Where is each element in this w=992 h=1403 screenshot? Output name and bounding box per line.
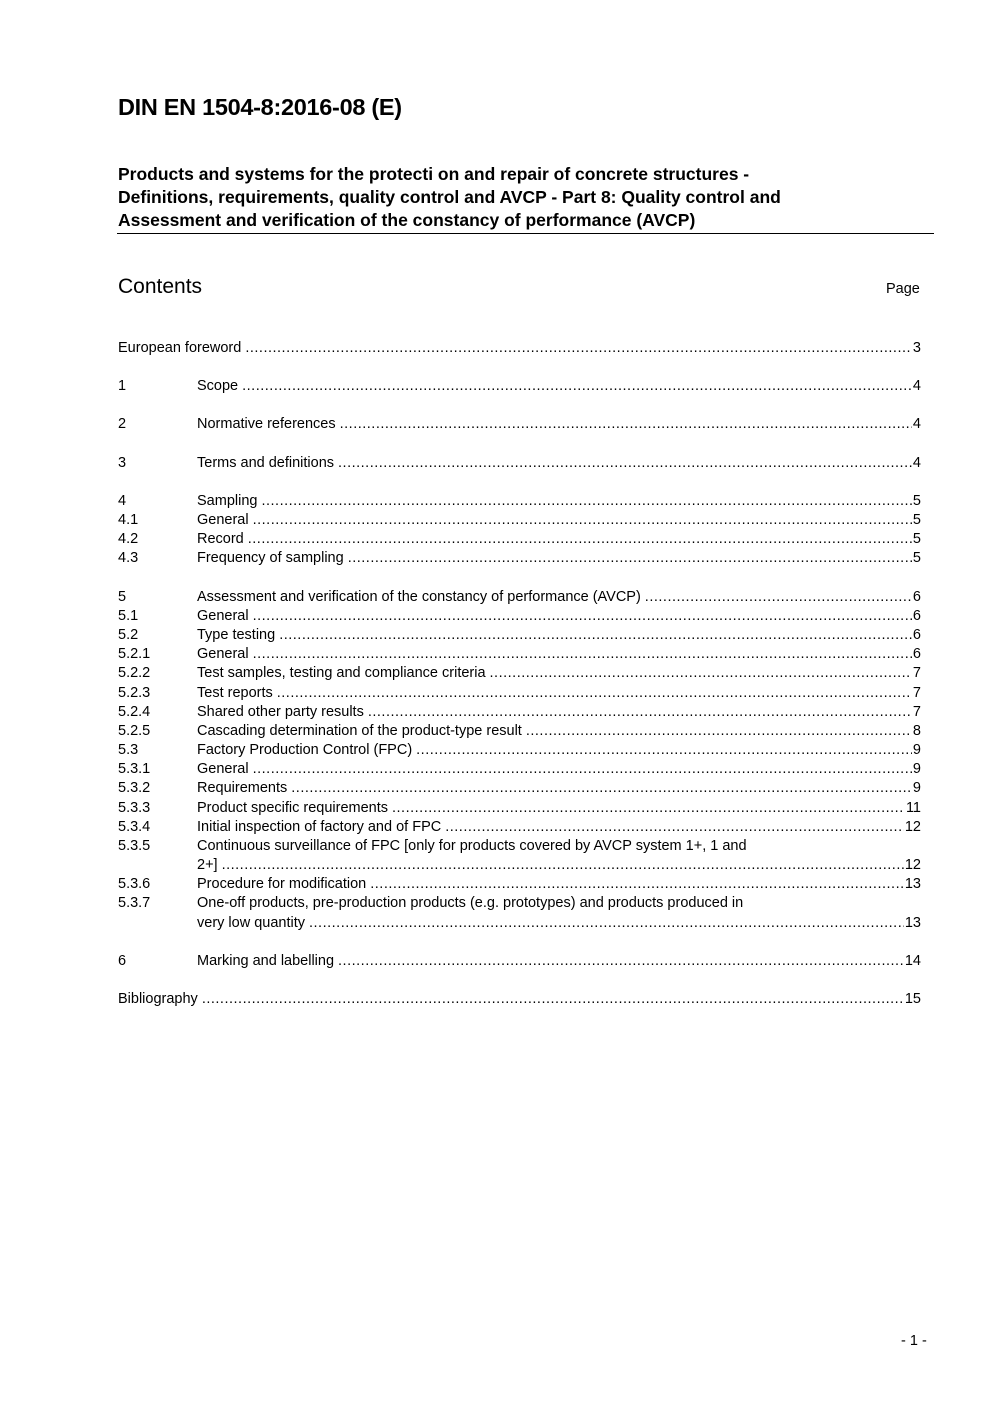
toc-entry-line bbox=[197, 607, 921, 626]
toc-entry[interactable] bbox=[118, 339, 921, 358]
dot-leader bbox=[309, 914, 904, 933]
dot-leader bbox=[253, 511, 912, 530]
toc-entry-title: Sampling bbox=[197, 493, 258, 509]
toc-entry-title: Bibliography bbox=[118, 991, 198, 1007]
toc-entry-page: 12 bbox=[904, 819, 921, 835]
toc-entry[interactable] bbox=[118, 818, 921, 837]
toc-entry-line bbox=[197, 415, 921, 434]
dot-leader bbox=[340, 415, 912, 434]
toc-entry-page: 7 bbox=[912, 665, 921, 681]
document-title bbox=[118, 163, 918, 232]
toc-entry-title: General bbox=[197, 646, 249, 662]
toc-entry-line bbox=[197, 626, 921, 645]
toc-entry-title: Scope bbox=[197, 378, 239, 394]
toc-entry-line bbox=[197, 530, 921, 549]
toc-entry-title: European foreword bbox=[118, 340, 242, 356]
toc-entry-line bbox=[197, 377, 921, 396]
toc-entry-page: 5 bbox=[912, 550, 921, 566]
toc-entry-number: 2 bbox=[118, 416, 127, 432]
toc-entry[interactable] bbox=[118, 549, 921, 568]
dot-leader bbox=[392, 799, 905, 818]
page-column-label: Page bbox=[886, 281, 920, 297]
toc-entry-line bbox=[197, 684, 921, 703]
toc-entry-number: 5.2.4 bbox=[118, 704, 151, 720]
toc-entry-number: 5.2.1 bbox=[118, 646, 151, 662]
toc-entry-number: 6 bbox=[118, 953, 127, 969]
toc-entry[interactable] bbox=[118, 684, 921, 703]
toc-entry-page: 7 bbox=[912, 685, 921, 701]
dot-leader bbox=[338, 952, 904, 971]
toc-entry-number: 5.2.2 bbox=[118, 665, 151, 681]
toc-entry[interactable] bbox=[118, 511, 921, 530]
toc-entry-title: Factory Production Control (FPC) bbox=[197, 742, 413, 758]
toc-entry[interactable] bbox=[118, 454, 921, 473]
toc-entry-number: 4.3 bbox=[118, 550, 139, 566]
toc-entry-title: Type testing bbox=[197, 627, 276, 643]
toc-entry[interactable] bbox=[118, 492, 921, 511]
toc-entry[interactable] bbox=[118, 741, 921, 760]
dot-leader bbox=[526, 722, 912, 741]
toc-entry-number: 4.2 bbox=[118, 531, 139, 547]
dot-leader bbox=[279, 626, 912, 645]
dot-leader bbox=[261, 492, 911, 511]
dot-leader bbox=[445, 818, 904, 837]
toc-entry-page: 14 bbox=[904, 953, 921, 969]
dot-leader bbox=[202, 990, 904, 1009]
toc-entry[interactable] bbox=[118, 530, 921, 549]
toc-entry-title: 2+] bbox=[197, 857, 218, 873]
toc-entry-line bbox=[197, 549, 921, 568]
title-line: Products and systems for the protecti on and repair of concrete structures - bbox=[118, 164, 750, 184]
toc-entry-title: Requirements bbox=[197, 780, 288, 796]
title-line: Definitions, requirements, quality control and AVCP - Part 8: Quality control and bbox=[118, 187, 781, 207]
toc-entry-number: 5.1 bbox=[118, 608, 139, 624]
dot-leader bbox=[248, 530, 912, 549]
toc-entry-line bbox=[197, 914, 921, 933]
toc-entry-number: 5.3.6 bbox=[118, 876, 151, 892]
toc-entry-number: 3 bbox=[118, 455, 127, 471]
toc-entry[interactable] bbox=[118, 722, 921, 741]
toc-entry-page: 8 bbox=[912, 723, 921, 739]
toc-entry[interactable] bbox=[118, 626, 921, 645]
document-id: DIN EN 1504-8:2016-08 (E) bbox=[118, 94, 402, 120]
dot-leader bbox=[490, 664, 912, 683]
toc-entry-title: General bbox=[197, 512, 249, 528]
toc-entry[interactable] bbox=[118, 377, 921, 396]
contents-heading: Contents bbox=[118, 275, 203, 298]
toc-entry-title: Normative references bbox=[197, 416, 336, 432]
toc-entry-page: 4 bbox=[912, 455, 921, 471]
toc-entry-number: 4.1 bbox=[118, 512, 139, 528]
toc-entry-line bbox=[197, 664, 921, 683]
toc-entry[interactable] bbox=[118, 799, 921, 818]
toc-entry-title: Initial inspection of factory and of FPC bbox=[197, 819, 442, 835]
dot-leader bbox=[253, 607, 912, 626]
toc-entry[interactable] bbox=[118, 760, 921, 779]
toc-entry-page: 11 bbox=[905, 800, 921, 816]
toc-entry-page: 15 bbox=[904, 991, 921, 1007]
toc-entry-title: Terms and definitions bbox=[197, 455, 335, 471]
toc-entry-line bbox=[197, 741, 921, 760]
toc-entry[interactable] bbox=[118, 703, 921, 722]
toc-entry-title: Frequency of sampling bbox=[197, 550, 344, 566]
dot-leader bbox=[245, 339, 912, 358]
toc-entry-title: Record bbox=[197, 531, 244, 547]
toc-entry-line bbox=[118, 990, 921, 1009]
toc-entry-title: General bbox=[197, 761, 249, 777]
toc-entry-line bbox=[197, 856, 921, 875]
toc-entry-line bbox=[197, 818, 921, 837]
dot-leader bbox=[338, 454, 912, 473]
toc-entry-line bbox=[197, 952, 921, 971]
dot-leader bbox=[253, 760, 912, 779]
toc-entry[interactable] bbox=[118, 779, 921, 798]
toc-entry[interactable] bbox=[118, 990, 921, 1009]
page-number: - 1 - bbox=[901, 1333, 927, 1349]
toc-entry-number: 5.2 bbox=[118, 627, 139, 643]
toc-entry-title: Marking and labelling bbox=[197, 953, 335, 969]
toc-entry[interactable] bbox=[118, 588, 921, 607]
toc-entry[interactable] bbox=[118, 607, 921, 626]
toc-entry-number: 5 bbox=[118, 589, 127, 605]
toc-entry-page: 9 bbox=[912, 742, 921, 758]
toc-entry-page: 12 bbox=[904, 857, 921, 873]
toc-entry-page: 3 bbox=[912, 340, 921, 356]
toc-entry-line bbox=[197, 779, 921, 798]
toc-entry-line bbox=[197, 492, 921, 511]
toc-entry-line bbox=[197, 454, 921, 473]
toc-entry-line bbox=[118, 339, 921, 358]
toc-entry-page: 5 bbox=[912, 512, 921, 528]
toc-entry-number: 5.3.2 bbox=[118, 780, 151, 796]
toc-entry-page: 9 bbox=[912, 761, 921, 777]
dot-leader bbox=[416, 741, 912, 760]
toc-entry-line bbox=[197, 722, 921, 741]
toc-entry-line bbox=[197, 511, 921, 530]
toc-entry[interactable] bbox=[118, 645, 921, 664]
toc-entry-text-first-line[interactable]: Continuous surveillance of FPC [only for products covered by AVCP system 1+, 1 and bbox=[197, 838, 747, 854]
toc-entry-title: very low quantity bbox=[197, 915, 305, 931]
toc-entry-page: 6 bbox=[912, 646, 921, 662]
dot-leader bbox=[645, 588, 912, 607]
toc-entry-title: Cascading determination of the product-type result bbox=[197, 723, 522, 739]
dot-leader bbox=[370, 875, 904, 894]
toc-entry-line bbox=[197, 588, 921, 607]
toc-entry-page: 6 bbox=[912, 608, 921, 624]
dot-leader bbox=[277, 684, 912, 703]
toc-entry-line bbox=[197, 799, 921, 818]
title-line: Assessment and verification of the constancy of performance (AVCP) bbox=[118, 210, 696, 230]
toc-entry-line bbox=[197, 760, 921, 779]
toc-entry-page: 4 bbox=[912, 416, 921, 432]
toc-entry-number: 4 bbox=[118, 493, 127, 509]
toc-entry-title: Product specific requirements bbox=[197, 800, 388, 816]
toc-entry[interactable] bbox=[118, 875, 921, 894]
toc-entry-title: General bbox=[197, 608, 249, 624]
toc-entry-page: 6 bbox=[912, 627, 921, 643]
toc-entry-page: 9 bbox=[912, 780, 921, 796]
title-rule bbox=[117, 233, 934, 234]
toc-entry-text-first-line[interactable]: One-off products, pre-production products (e.g. prototypes) and products produced in bbox=[197, 895, 744, 911]
dot-leader bbox=[368, 703, 912, 722]
toc-entry[interactable] bbox=[118, 415, 921, 434]
toc-entry-number: 5.2.3 bbox=[118, 685, 151, 701]
toc-entry-number: 5.2.5 bbox=[118, 723, 151, 739]
toc-entry-page: 6 bbox=[912, 589, 921, 605]
toc-entry[interactable] bbox=[118, 664, 921, 683]
dot-leader bbox=[222, 856, 904, 875]
toc-entry-title: Test reports bbox=[197, 685, 273, 701]
toc-entry-line bbox=[197, 875, 921, 894]
toc-entry-page: 5 bbox=[912, 531, 921, 547]
toc-entry-number: 5.3.4 bbox=[118, 819, 151, 835]
toc-entry-number: 5.3.5 bbox=[118, 838, 151, 854]
toc-entry-number: 5.3.1 bbox=[118, 761, 151, 777]
toc-entry-title: Shared other party results bbox=[197, 704, 364, 720]
toc-entry[interactable] bbox=[118, 952, 921, 971]
dot-leader bbox=[348, 549, 912, 568]
toc-entry-number: 1 bbox=[118, 378, 127, 394]
dot-leader bbox=[242, 377, 912, 396]
toc-entry-title: Procedure for modification bbox=[197, 876, 367, 892]
toc-entry-page: 7 bbox=[912, 704, 921, 720]
toc-entry-page: 4 bbox=[912, 378, 921, 394]
dot-leader bbox=[253, 645, 912, 664]
dot-leader bbox=[291, 779, 912, 798]
toc-entry-number: 5.3 bbox=[118, 742, 139, 758]
toc-entry-number: 5.3.3 bbox=[118, 800, 151, 816]
toc-entry-page: 13 bbox=[904, 876, 921, 892]
toc-entry-number: 5.3.7 bbox=[118, 895, 151, 911]
toc-entry-page: 13 bbox=[904, 915, 921, 931]
toc-entry-title: Assessment and verification of the constancy of performance (AVCP) bbox=[197, 589, 641, 605]
toc-entry-title: Test samples, testing and compliance criteria bbox=[197, 665, 486, 681]
toc-entry-page: 5 bbox=[912, 493, 921, 509]
toc-entry-line bbox=[197, 703, 921, 722]
toc-entry-line bbox=[197, 645, 921, 664]
